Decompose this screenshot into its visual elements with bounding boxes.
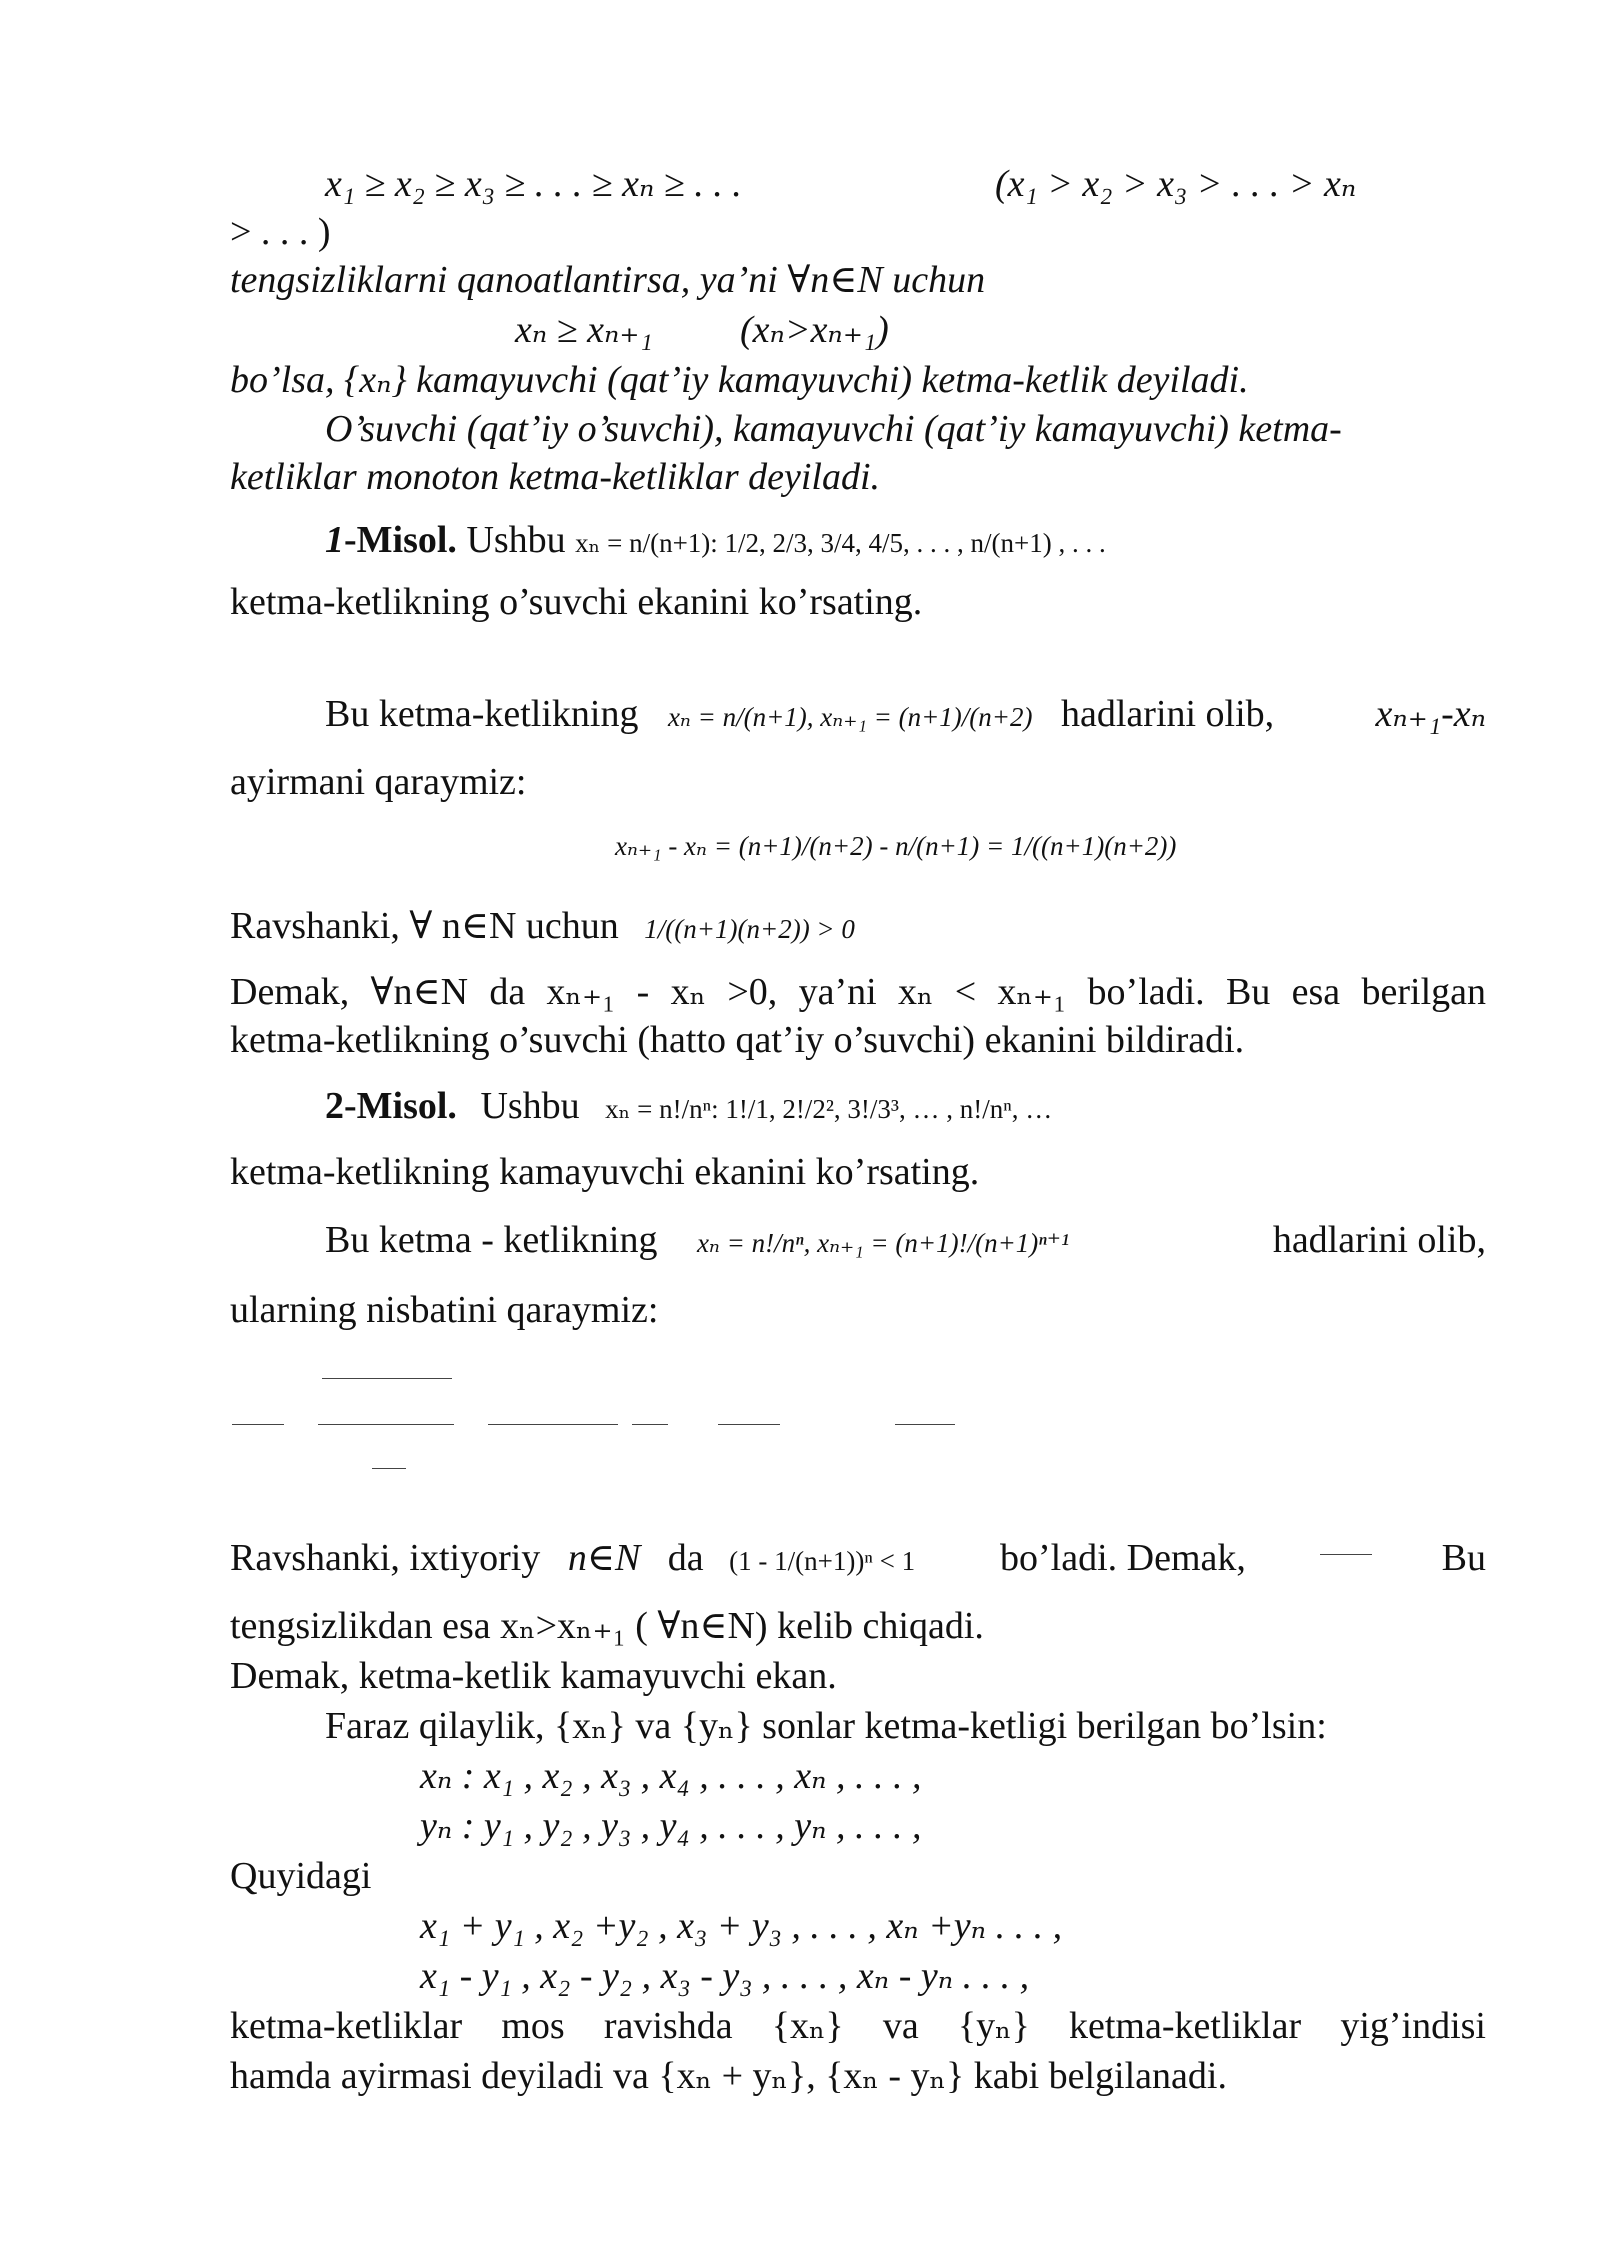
line-18-text-b: hadlarini olib,	[1272, 1219, 1486, 1261]
rule-mark	[232, 1424, 284, 1425]
inequality-nonstrict: xₙ ≥ xₙ₊₁	[515, 309, 653, 351]
line-24: Faraz qilaylik, {xₙ} va {yₙ} sonlar ketma-ketligi berilgan bo’lsin:	[325, 1705, 1327, 1747]
line-1	[325, 160, 1486, 208]
line-18	[325, 1216, 1486, 1267]
example-1-ushbu: Ushbu	[466, 519, 566, 561]
line-10	[325, 690, 1486, 741]
rule-mark	[322, 1378, 452, 1379]
rule-mark	[372, 1468, 406, 1469]
strict-decreasing-chain: (x₁ > x₂ > x₃ > . . . > xₙ	[995, 163, 1357, 205]
line-10-difference: xₙ₊₁-xₙ	[1375, 693, 1486, 735]
example-1-label: -Misol.	[344, 519, 457, 561]
line-17: ketma-ketlikning kamayuvchi ekanini ko’rsating.	[230, 1151, 980, 1193]
line-30: ketma-ketliklar mos ravishda {xₙ} va {yₙ} ketma-ketliklar yig’indisi	[230, 2005, 1486, 2047]
example-2-heading	[325, 1082, 1486, 1133]
inequality-strict: (xₙ>xₙ₊₁)	[740, 309, 889, 351]
line-21-text-d: bo’ladi. Demak,	[1000, 1537, 1246, 1579]
line-10-text-a: Bu ketma-ketlikning	[325, 693, 639, 735]
decreasing-chain: x₁ ≥ x₂ ≥ x₃ ≥ . . . ≥ xₙ ≥ . . .	[325, 163, 742, 205]
example-1-formula: xₙ = n/(n+1): 1/2, 2/3, 3/4, 4/5, . . . , n/(n+1) , . . .	[575, 528, 1106, 558]
line-21-text-a: Ravshanki, ixtiyoriy	[230, 1537, 541, 1579]
line-3: tengsizliklarni qanoatlantirsa, ya’ni ∀n∈N uchun	[230, 259, 986, 301]
example-1-number: 1	[325, 519, 344, 561]
example-2-formula: xₙ = n!/nⁿ: 1!/1, 2!/2², 3!/3³, … , n!/nⁿ, …	[605, 1094, 1053, 1124]
line-28: x₁ + y₁ , x₂ +y₂ , x₃ + y₃ , . . . , xₙ +yₙ . . . ,	[420, 1905, 1063, 1947]
line-26: yₙ : y₁ , y₂ , y₃ , y₄ , . . . , yₙ , . . . ,	[420, 1805, 922, 1847]
line-13	[230, 902, 1486, 953]
line-23: Demak, ketma-ketlik kamayuvchi ekan.	[230, 1655, 837, 1697]
line-2: > . . . )	[230, 211, 331, 253]
line-11: ayirmani qaraymiz:	[230, 761, 527, 803]
difference-formula: xₙ₊₁ - xₙ = (n+1)/(n+2) - n/(n+1) = 1/((n+1)(n+2))	[615, 831, 1177, 861]
line-4	[515, 306, 1015, 354]
line-21-da: da	[667, 1537, 704, 1579]
line-10-text-b: hadlarini olib,	[1061, 693, 1275, 735]
line-21-text-e: Bu	[1441, 1537, 1486, 1579]
line-21-set: n∈N	[567, 1537, 641, 1579]
example-2-ushbu: Ushbu	[480, 1085, 580, 1127]
line-25: xₙ : x₁ , x₂ , x₃ , x₄ , . . . , xₙ , . . . ,	[420, 1755, 922, 1797]
example-1-heading	[325, 516, 1486, 567]
line-6: O’suvchi (qat’iy o’suvchi), kamayuvchi (qat’iy kamayuvchi) ketma-	[325, 408, 1342, 450]
example-2-label: 2-Misol.	[325, 1085, 457, 1127]
rule-mark	[895, 1424, 955, 1425]
line-29: x₁ - y₁ , x₂ - y₂ , x₃ - y₃ , . . . , xₙ - yₙ . . . ,	[420, 1955, 1030, 1997]
line-13-formula: 1/((n+1)(n+2)) > 0	[644, 914, 855, 944]
line-15: ketma-ketlikning o’suvchi (hatto qat’iy o’suvchi) ekanini bildiradi.	[230, 1019, 1245, 1061]
rule-mark	[488, 1424, 618, 1425]
line-27: Quyidagi	[230, 1855, 372, 1897]
line-13-text: Ravshanki, ∀ n∈N uchun	[230, 905, 619, 947]
line-10-formula: xₙ = n/(n+1), xₙ₊₁ = (n+1)/(n+2)	[667, 702, 1033, 732]
line-18-text-a: Bu ketma - ketlikning	[325, 1219, 658, 1261]
rule-mark	[632, 1424, 668, 1425]
line-21-formula: (1 - 1/(n+1))ⁿ < 1	[729, 1546, 916, 1576]
rule-mark	[318, 1424, 454, 1425]
rule-mark	[718, 1424, 780, 1425]
line-21	[230, 1534, 1486, 1585]
line-14: Demak, ∀n∈N da xₙ₊₁ - xₙ >0, ya’ni xₙ < xₙ₊₁ bo’ladi. Bu esa berilgan	[230, 971, 1486, 1013]
line-5: bo’lsa, {xₙ} kamayuvchi (qat’iy kamayuvchi) ketma-ketlik deyiladi.	[230, 359, 1249, 401]
line-7: ketliklar monoton ketma-ketliklar deyiladi.	[230, 456, 881, 498]
line-22: tengsizlikdan esa xₙ>xₙ₊₁ ( ∀n∈N) kelib chiqadi.	[230, 1605, 984, 1647]
rule-mark	[1320, 1554, 1372, 1555]
line-19: ularning nisbatini qaraymiz:	[230, 1289, 659, 1331]
line-9: ketma-ketlikning o’suvchi ekanini ko’rsating.	[230, 581, 923, 623]
line-18-formula: xₙ = n!/nⁿ, xₙ₊₁ = (n+1)!/(n+1)ⁿ⁺¹	[696, 1228, 1070, 1258]
line-31: hamda ayirmasi deyiladi va {xₙ + yₙ}, {xₙ - yₙ} kabi belgilanadi.	[230, 2055, 1227, 2097]
